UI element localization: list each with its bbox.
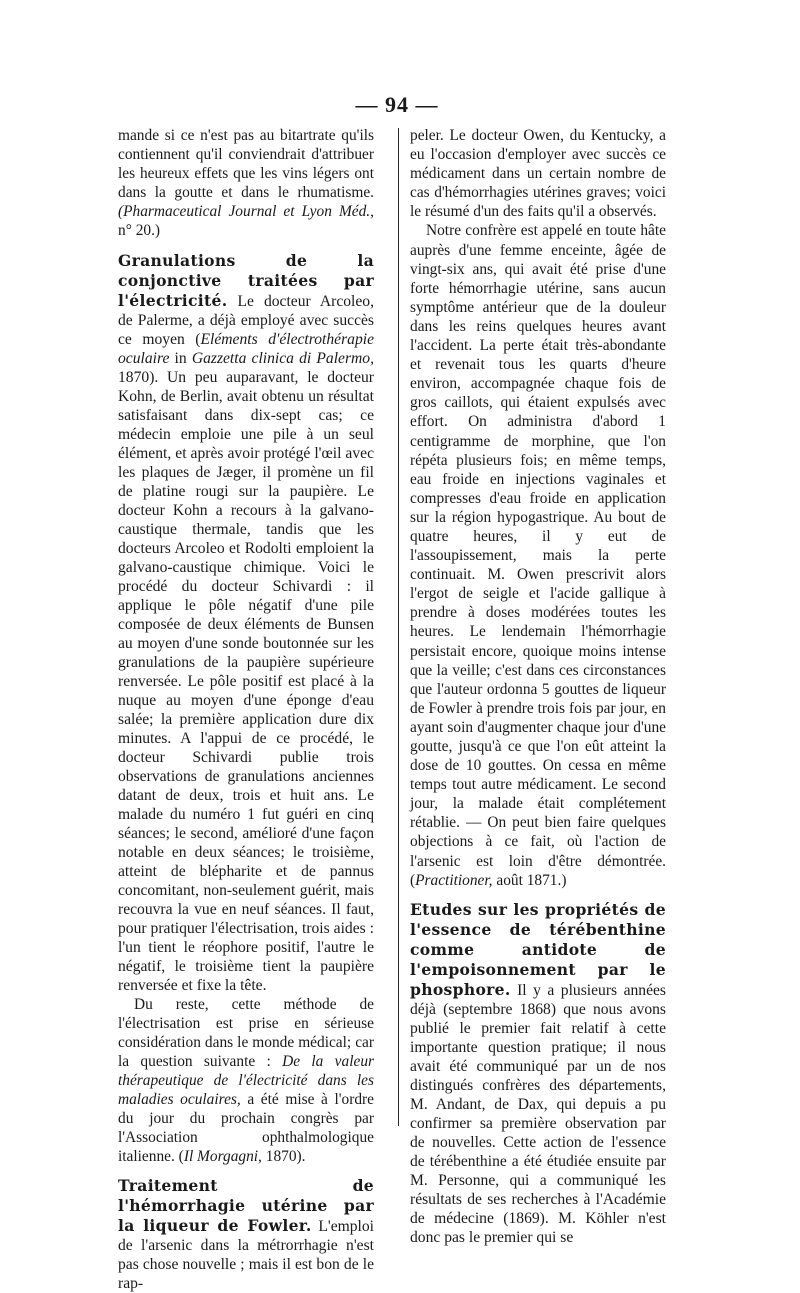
citation: De la valeur thérapeutique de l'électricité dans les maladies oculaires, — [118, 1052, 375, 1109]
paragraph — [118, 995, 374, 1167]
paragraph-text: Le docteur Arcoleo, de Palerme, a déjà employé avec succès ce moyen ( — [118, 292, 374, 348]
right-column — [410, 126, 666, 1247]
citation: (Pharmaceutical Journal et Lyon Méd. — [118, 203, 371, 221]
paragraph-text: L'emploi de l'arsenic dans la métrorrhagie n'est pas chose nouvelle ; mais il est bon de le rap- — [118, 1218, 375, 1293]
paragraph — [118, 126, 374, 241]
citation: Practitioner, — [415, 871, 493, 889]
section-heading — [118, 251, 374, 995]
section-title: Etudes sur les propriétés de l'essence de térébenthine comme antidote de l'empoisonnement par le phosphore. — [410, 899, 666, 999]
section-heading — [118, 1176, 374, 1293]
section-title: Traitement de l'hémorrhagie utérine par la liqueur de Fowler. — [118, 1176, 374, 1236]
paragraph-text: mande si ce n'est pas au bitartrate qu'ils contiennent qu'il conviendrait d'attribuer les heureux effets que les vins légers ont dans la goutte et dans le rhumatisme. — [118, 127, 374, 202]
citation: Eléments d'électrothérapie oculaire — [118, 330, 375, 367]
citation: Gazzetta clinica di Palermo, — [191, 349, 374, 367]
paragraph-text: in — [169, 349, 192, 367]
citation: Il Morgagni, — [183, 1148, 262, 1166]
section-title: Granulations de la conjonctive traitées par l'électricité. — [118, 250, 374, 310]
page-number: — 94 — — [355, 92, 439, 117]
paragraph — [410, 221, 666, 889]
paragraph — [410, 126, 666, 221]
paragraph-text: 1870). — [261, 1148, 306, 1166]
left-column — [118, 126, 374, 1293]
paragraph-text: , n° 20.) — [118, 203, 374, 240]
paragraph-text: Il y a plusieurs années déjà (septembre 1868) que nous avons publié le premier fait relatif à cette importante question pratique; il nous avait été communiqué par un de nos distingués confrères des départements, M. Andant, de Dax, qui depuis a pu confirmer sa première observation par de nouvelles. Cette action de l'essence de térébenthine a été étudiée ensuite par M. Personne, qui a communiqué les résultats de ses recherches à l'Académie de médecine (1869). M. Köhler n'est donc pas le premier qui se — [410, 981, 666, 1246]
section-heading — [410, 900, 666, 1247]
paragraph-text: Notre confrère est appelé en toute hâte auprès d'une femme enceinte, âgée de vingt-six ans, qui avait été prise d'une forte hémorrhagie utérine, sans aucun symptôme antérieur que de la douleur dans les reins quelques heures avant l'accident. La perte était très-abondante et revenait tous les quarts d'heure environ, accompagnée chaque fois de gros caillots, qui étaient expulsés avec effort. On administra d'abord 1 centigramme de morphine, que l'on répéta plusieurs fois; en même temps, eau froide en injections vaginales et compresses d'eau froide en application sur la région hypogastrique. Au bout de quatre heures, il y eut de l'assoupissement, mais la perte continuait. M. Owen prescrivit alors l'ergot de seigle et l'acide gallique à prendre à doses modérées toutes les heures. Le lendemain l'hémorrhagie persistait encore, quoique moins intense que la veille; c'est dans ces circonstances que l'auteur ordonna 5 gouttes de liqueur de Fowler à prendre trois fois par jour, en ayant soin d'augmenter chaque jour d'une goutte, jusqu'à ce que l'on eût atteint la dose de 10 gouttes. On cessa en même temps tout autre médicament. Le second jour, la malade était complétement rétablie. — On peut bien faire quelques objections à ce fait, où l'action de l'arsenic est loin d'être démontrée. ( — [410, 222, 666, 889]
paragraph-text: peler. Le docteur Owen, du Kentucky, a eu l'occasion d'employer avec succès ce médicament dans un certain nombre de cas d'hémorrhagies utérines graves; voici le résumé d'un des faits qu'il a observés. — [410, 127, 666, 221]
paragraph-text: a été mise à l'ordre du jour du prochain congrès par l'Association ophthalmologique italienne. ( — [118, 1091, 374, 1166]
column-divider — [398, 128, 399, 1126]
paragraph-text: 1870). Un peu auparavant, le docteur Kohn, de Berlin, avait obtenu un résultat satisfaisant dans dix-sept cas; ce médecin emploie une pile à un seul élément, et après avoir protégé l'œil avec les plaques de Jæger, il promène un fil de platine rougi sur la paupière. Le docteur Kohn a recours à la galvano-caustique thermale, tandis que les docteurs Arcoleo et Rodolti emploient la galvano-caustique chimique. Voici le procédé du docteur Schivardi : il applique le pôle négatif d'une pile composée de deux éléments de Bunsen au moyen d'une sonde boutonnée sur les granulations de la paupière supérieure renversée. Le pôle positif est placé à la nuque au moyen d'une éponge d'eau salée; la première application dure dix minutes. A l'appui de ce procédé, le docteur Schivardi publie trois observations de granulations anciennes datant de deux, trois et huit ans. Le malade du numéro 1 fut guéri en cinq séances; le second, amélioré d'une façon notable en deux séances; le troisième, atteint de blépharite et de pannus concomitant, non-seulement guérit, mais recouvra la vue en neuf séances. Il faut, pour pratiquer l'électrisation, trois aides : l'un tient le réophore positif, l'autre le négatif, le troisième tient la paupière renversée et fixe la tête. — [118, 368, 374, 994]
paragraph-text: août 1871.) — [492, 871, 567, 889]
paragraph-text: Du reste, cette méthode de l'électrisation est prise en sérieuse considération dans le monde médical; car la question suivante : — [118, 995, 374, 1070]
